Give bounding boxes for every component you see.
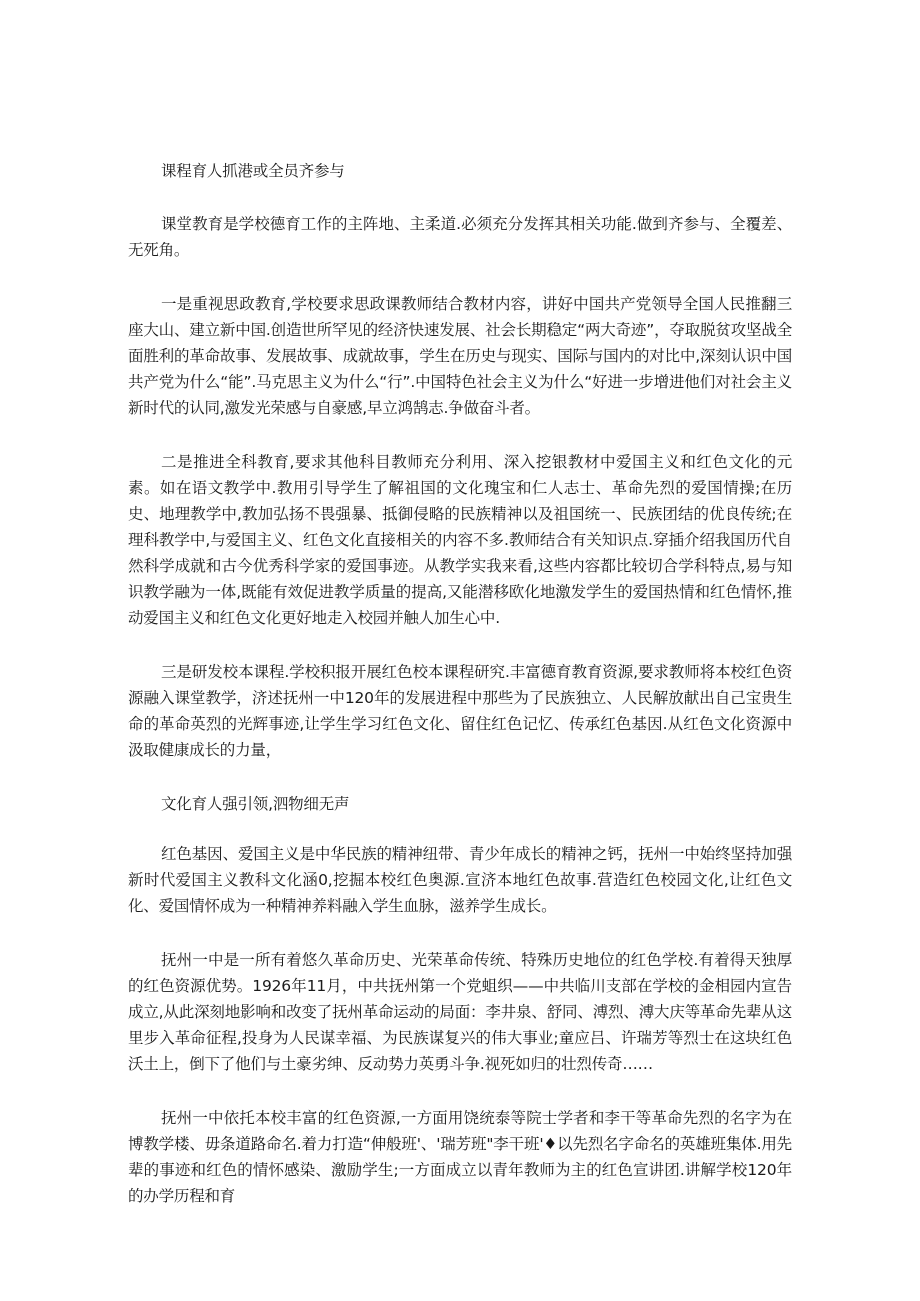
paragraph-red-gene: 红色基因、爱国主义是中华民族的精神纽带、青少年成长的精神之钙，抚州一中始终坚持加强新时代爱国主义教科文化涵0,挖掘本校红色奥源.宣济本地红色故事.营造红色校园文化,让红色文化、爱国情怀成为一种精神养料融入学生血脉，滋养学生成长。 xyxy=(128,845,792,915)
paragraph-school-history: 抚州一中是一所有着悠久革命历史、光荣革命传统、特殊历史地位的红色学校.有着得天独厚的红色资源优势。1926年11月，中共抚州第一个党蛆织——中共临川支部在学校的金相园内宣告成立,从此深刻地影响和改变了抚州革命运动的局面：李井泉、舒同、溥烈、溥大庆等革命先辈从这里步入革命征程,投身为人民谋幸福、为民族谋复兴的伟大事业;童应吕、许瑞芳等烈士在这块红色沃土上，倒下了他们与土豪劣绅、反动势力英勇斗争.视死如归的壮烈传奇…… xyxy=(128,951,792,1073)
document-body xyxy=(128,158,792,1237)
paragraph-all-subject-education: 二是推进全科教育,要求其他科目教师充分利用、深入挖银教材中爱国主义和红色文化的元素。如在语文教学中.教用引导学生了解祖国的文化瑰宝和仁人志士、革命先烈的爱国情操;在历史、地理教学中,教加弘扬不畏强暴、抵御侵略的民族精神以及祖国统一、民族团结的优良传统;在理科教学中,与爱国主义、红色文化直接相关的内容不多.教师结合有关知识点.穿插介绍我国历代自然科学成就和古今优秀科学家的爱国事迹。从教学实我来看,这些内容都比较切合学科特点,易与知识教学融为一体,既能有效促进教学质量的提高,又能潜移欧化地激发学生的爱国热情和红色情怀,推动爱国主义和红色文化更好地走入校园并触人加生心中. xyxy=(128,453,792,627)
paragraph-classroom-education: 课堂教育是学校德育工作的主阵地、主柔道.必须充分发挥其相关功能.做到齐参与、全覆差、无死角。 xyxy=(128,215,792,259)
paragraph-school-curriculum: 三是研发校本课程.学校积报开展红色校本课程研究.丰富德育教育资源,要求教师将本校红色资源融入课堂教学，济述抚州一中120年的发展进程中那些为了民族独立、人民解放献出自己宝贵生命的革命英烈的光辉事迹,让学生学习红色文化、留住红色记忆、传承红色基因.从红色文化资源中汲取健康成长的力量， xyxy=(128,663,792,759)
paragraph-red-resources: 抚州一中依托本校丰富的红色资源,一方面用饶统泰等院士学者和李干等革命先烈的名字为在博教学楼、毋条道路命名.着力打造“伸般班'、'瑞芳班"李干班'♦以先烈名字命名的英雄班集体.用先辈的事迹和红色的情怀感染、激励学生;一方面成立以青年教师为主的红色宣讲团.讲解学校120年的办学历程和育 xyxy=(128,1109,792,1205)
section-heading-culture: 文化育人强引领,泗物细无声 xyxy=(161,795,350,813)
paragraph-ideological-education: 一是重视思政教育,学校要求思政课教师结合教材内容，讲好中国共产党领导全国人民推翻三座大山、建立新中国.创造世所罕见的经济快速发展、社会长期稳定“两大奇迹”，夺取脱贫攻坚战全面胜利的革命故事、发展故事、成就故事，学生在历史与现实、国际与国内的对比中,深刻认识中国共产党为什么“能”.马克思主义为什么“行”.中国特色社会主义为什么“好进一步增进他们对社会主义新时代的认同,激发光荣感与自豪感,早立鸿鹄志.争做奋斗者。 xyxy=(128,295,792,417)
section-heading-curriculum: 课程育人抓港或全员齐参与 xyxy=(161,162,345,180)
